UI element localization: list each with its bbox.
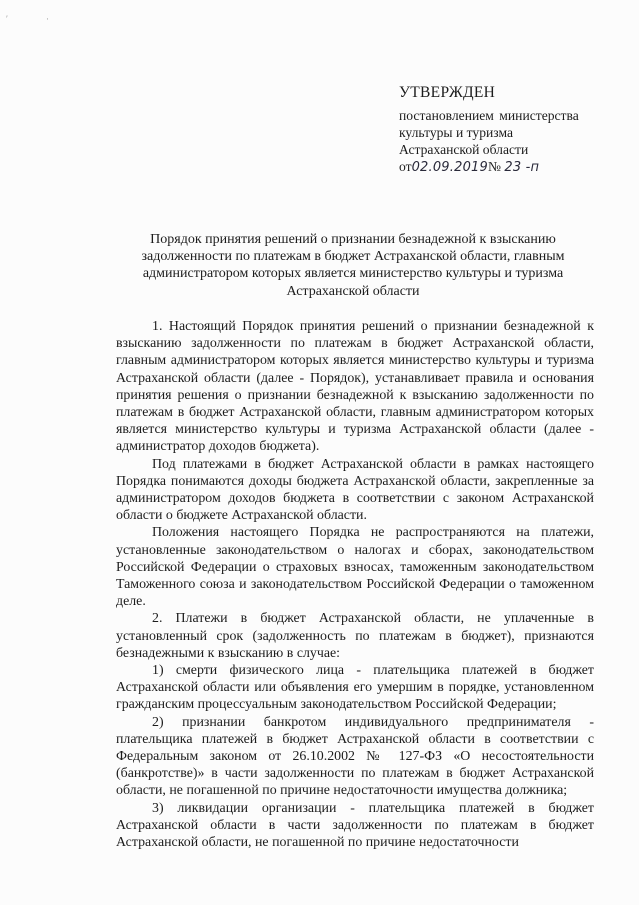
approval-line: Астраханской области bbox=[399, 142, 529, 157]
paragraph: Положения настоящего Порядка не распространяются на платежи, установленные законодательством о налогах и сборах, законодательством Российской Федерации о страховых взносах, таможенным законодательством Таможенного союза и законодательством Российской Федерации о таможенном деле. bbox=[116, 525, 594, 610]
scan-artifact: ′ bbox=[6, 14, 8, 24]
approval-stamp-block bbox=[399, 84, 619, 176]
list-item: 1) смерти физического лица - плательщика платежей в бюджет Астраханской области или объявления его умершим в порядке, установленном гражданским процессуальным законодательством Российской Федерации; bbox=[116, 663, 594, 713]
approval-line: культуры и туризма bbox=[399, 125, 513, 140]
paragraph: Под платежами в бюджет Астраханской области в рамках настоящего Порядка понимаются доходы бюджета Астраханской области, закрепленные за администратором доходов бюджета в соответствии с законом Астраханской области о бюджете Астраханской области. bbox=[116, 456, 594, 524]
handwritten-date: 02.09.2019 bbox=[411, 160, 488, 175]
list-item: 2) признании банкротом индивидуального предпринимателя - плательщика платежей в бюджет Астраханской области в соответствии с Федеральным законом от 26.10.2002 № 127-ФЗ «О несостоятельности (банкротстве)» в части задолженности по платежам в бюджет Астраханской области, не погашенной по причине недостаточности имущества должника; bbox=[116, 714, 594, 799]
approval-heading: УТВЕРЖДЕН bbox=[399, 84, 496, 101]
paragraph: 2. Платежи в бюджет Астраханской области, не уплаченные в установленный срок (задолженность по платежам в бюджет), признаются безнадежными к взысканию в случае: bbox=[116, 611, 594, 661]
approval-date-line bbox=[399, 158, 619, 176]
list-item: 3) ликвидации организации - плательщика платежей в бюджет Астраханской области в части задолженности по платежам в бюджет Астраханской области, не погашенной по причине недостаточности bbox=[116, 800, 594, 851]
handwritten-number: 23 -п bbox=[504, 160, 540, 175]
scan-artifact: · bbox=[46, 14, 49, 24]
document-body bbox=[116, 318, 594, 851]
date-prefix: от bbox=[399, 159, 412, 174]
number-prefix: № bbox=[488, 159, 501, 174]
document-title: Порядок принятия решений о признании безнадежной к взысканию задолженности по платежам в бюджет Астраханской области, главным администратором которых является министерство культуры и туризма Астраханской области bbox=[141, 232, 565, 299]
approval-line: постановлением министерства bbox=[399, 108, 579, 123]
paragraph: 1. Настоящий Порядок принятия решений о признании безнадежной к взысканию задолженности по платежам в бюджет Астраханской области, главным администратором которых является министерство культуры и туризма Астраханской области (далее - Порядок), устанавливает правила и основания принятия решения о признании безнадежной к взысканию задолженности по платежам в бюджет Астраханской области, главным администратором которых является министерство культуры и туризма Астраханской области (далее - администратор доходов бюджета). bbox=[116, 319, 594, 455]
